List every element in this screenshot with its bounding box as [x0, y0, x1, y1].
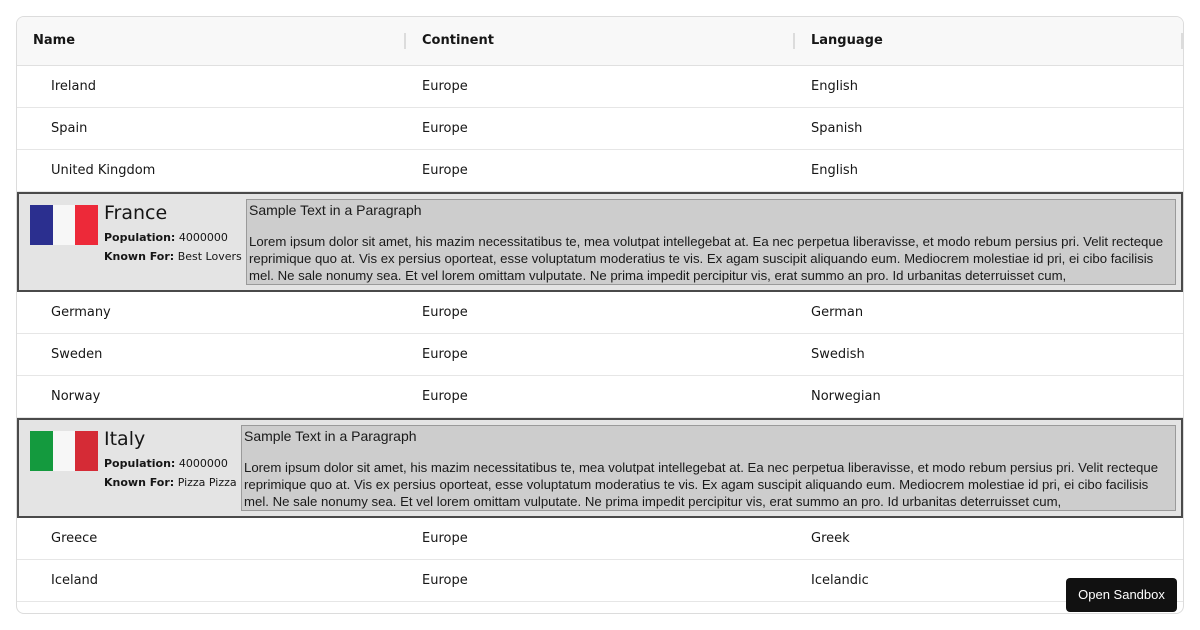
- paragraph-title: Sample Text in a Paragraph: [249, 202, 422, 218]
- country-name: Greece: [51, 531, 98, 546]
- continent-cell: Europe: [422, 163, 468, 178]
- open-sandbox-button[interactable]: Open Sandbox: [1066, 578, 1177, 612]
- table-row[interactable]: [17, 150, 1183, 192]
- continent-cell: Europe: [422, 573, 468, 588]
- italy-flag-icon: [30, 431, 98, 471]
- known-for-value: Pizza Pizza: [177, 476, 237, 489]
- language-cell: English: [811, 79, 858, 94]
- country-name: Sweden: [51, 347, 103, 362]
- iceland-flag-icon: [33, 575, 48, 585]
- column-header-language[interactable]: Language: [811, 33, 883, 48]
- continent-cell: Europe: [422, 531, 468, 546]
- country-name: Norway: [51, 389, 101, 404]
- paragraph-text: Lorem ipsum dolor sit amet, his mazim necessitatibus te, mea volutpat intellegebat at. Ea nec perpetua liberavisse, et modo rebum persius pri. Velit recteque reprimique quo at. Vis ex persius oporteat, esse voluptatum moderatius te vis. Ex agam suscipit aliquando eum. Mediocrem molestiae id pri, ei cibo facilisis mel. Ne sale nonumy sea. Et vel lorem omittam vulputate. Ne prima impedit percipitur vis, erat summo an pro. Id urbanitas deterruisset cum,: [249, 234, 1164, 283]
- germany-flag-icon: [33, 307, 48, 317]
- ireland-flag-icon: [33, 81, 48, 91]
- table-row[interactable]: [17, 376, 1183, 418]
- column-resize-handle[interactable]: [404, 33, 406, 49]
- continent-cell: Europe: [422, 389, 468, 404]
- table-row[interactable]: [17, 66, 1183, 108]
- table-row[interactable]: [17, 560, 1183, 602]
- population-line: [104, 231, 228, 244]
- paragraph-text: Lorem ipsum dolor sit amet, his mazim necessitatibus te, mea volutpat intellegebat at. Ea nec perpetua liberavisse, et modo rebum persius pri. Velit recteque reprimique quo at. Vis ex persius oporteat, esse voluptatum moderatius te vis. Ex agam suscipit aliquando eum. Mediocrem molestiae id pri, ei cibo facilisis mel. Ne sale nonumy sea. Et vel lorem omittam vulputate. Ne prima impedit percipitur vis, erat summo an pro. Id urbanitas deterruisset cum,: [244, 460, 1159, 509]
- language-cell: Norwegian: [811, 389, 881, 404]
- country-name: Ireland: [51, 79, 96, 94]
- population-value: 4000000: [178, 231, 228, 244]
- norway-flag-icon: [33, 391, 48, 401]
- language-cell: Swedish: [811, 347, 865, 362]
- known-for-label: Known For:: [104, 250, 175, 263]
- language-cell: Greek: [811, 531, 850, 546]
- column-resize-handle[interactable]: [1181, 33, 1183, 49]
- table-row[interactable]: [17, 518, 1183, 560]
- country-name: Spain: [51, 121, 88, 136]
- column-header-name[interactable]: Name: [33, 33, 76, 48]
- detail-country-name: Italy: [104, 428, 146, 450]
- continent-cell: Europe: [422, 79, 468, 94]
- population-line: [104, 457, 228, 470]
- column-header-continent[interactable]: Continent: [422, 33, 494, 48]
- spain-flag-icon: [33, 123, 48, 133]
- continent-cell: Europe: [422, 347, 468, 362]
- population-value: 4000000: [178, 457, 228, 470]
- paragraph-box: [246, 199, 1176, 285]
- table-header: [17, 17, 1183, 66]
- countries-table: [16, 16, 1184, 614]
- expanded-row-detail[interactable]: [17, 418, 1183, 518]
- table-row[interactable]: [17, 292, 1183, 334]
- language-cell: English: [811, 163, 858, 178]
- detail-country-name: France: [104, 202, 168, 224]
- country-name: Iceland: [51, 573, 99, 588]
- table-row[interactable]: [17, 334, 1183, 376]
- greece-flag-icon: [33, 533, 48, 543]
- known-for-label: Known For:: [104, 476, 175, 489]
- paragraph-title: Sample Text in a Paragraph: [244, 428, 417, 444]
- language-cell: German: [811, 305, 864, 320]
- known-for-value: Best Lovers: [177, 250, 242, 263]
- sweden-flag-icon: [33, 349, 48, 359]
- known-for-line: [104, 476, 237, 489]
- population-label: Population:: [104, 231, 176, 244]
- population-label: Population:: [104, 457, 176, 470]
- known-for-line: [104, 250, 242, 263]
- column-resize-handle[interactable]: [793, 33, 795, 49]
- france-flag-icon: [30, 205, 98, 245]
- continent-cell: Europe: [422, 305, 468, 320]
- expanded-row-detail[interactable]: [17, 192, 1183, 292]
- language-cell: Spanish: [811, 121, 863, 136]
- country-name: United Kingdom: [51, 163, 156, 178]
- table-row[interactable]: [17, 108, 1183, 150]
- paragraph-box: [241, 425, 1176, 511]
- country-name: Germany: [51, 305, 111, 320]
- uk-flag-icon: [33, 165, 48, 175]
- language-cell: Icelandic: [811, 573, 869, 588]
- continent-cell: Europe: [422, 121, 468, 136]
